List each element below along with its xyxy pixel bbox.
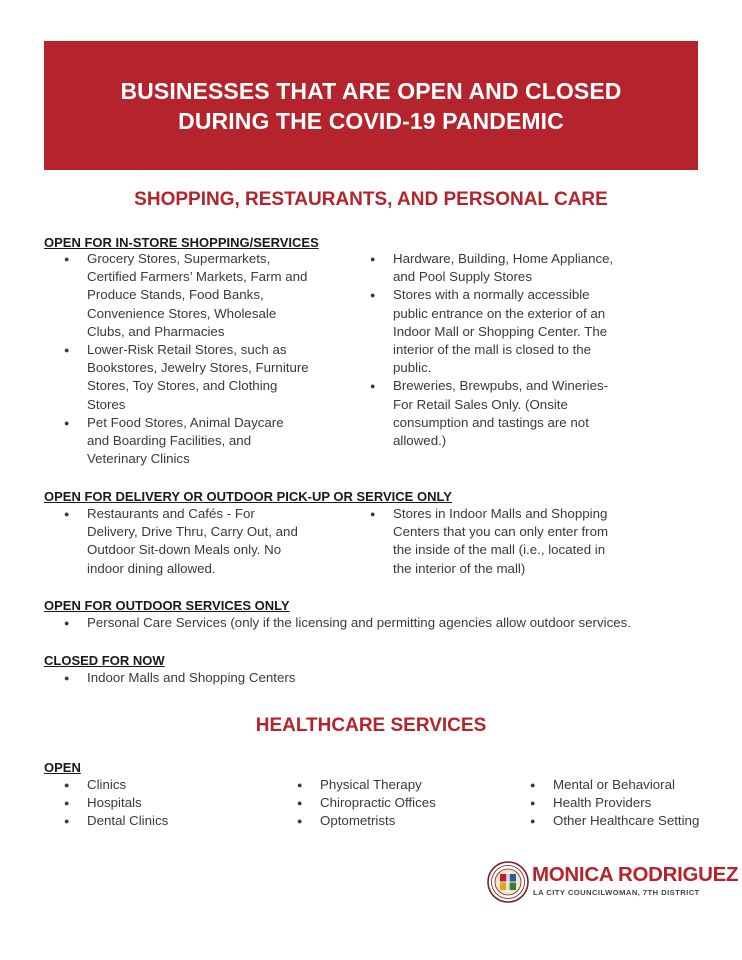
healthcare-section-title: HEALTHCARE SERVICES bbox=[255, 715, 487, 736]
logo-name: MONICA RODRIGUEZ bbox=[532, 863, 739, 886]
list-item: ● Chiropractic Offices bbox=[297, 794, 497, 812]
banner-title-line-1: BUSINESSES THAT ARE OPEN AND CLOSED bbox=[120, 77, 622, 104]
healthcare-list-col-2 bbox=[297, 776, 497, 831]
shopping-section-title: SHOPPING, RESTAURANTS, AND PERSONAL CARE bbox=[134, 189, 608, 210]
delivery-list-left bbox=[64, 505, 309, 578]
list-item: ● Health Providers bbox=[530, 794, 730, 812]
outdoor-services-list bbox=[64, 614, 704, 632]
closed-heading: CLOSED FOR NOW bbox=[44, 653, 165, 668]
list-item: ● Hospitals bbox=[64, 794, 264, 812]
list-item: ● Hardware, Building, Home Appliance, and Pool Supply Stores bbox=[370, 250, 615, 286]
healthcare-list-col-1 bbox=[64, 776, 264, 831]
list-item: ● Restaurants and Cafés - For Delivery, Drive Thru, Carry Out, and Outdoor Sit-down Meals only. No indoor dining allowed. bbox=[64, 505, 309, 578]
list-item: ● Grocery Stores, Supermarkets, Certified Farmers’ Markets, Farm and Produce Stands, Food Banks, Convenience Stores, Wholesale Clubs, and Pharmacies bbox=[64, 250, 309, 341]
list-item: ● Dental Clinics bbox=[64, 812, 264, 830]
city-seal-icon bbox=[487, 861, 529, 903]
healthcare-open-heading: OPEN bbox=[44, 760, 81, 775]
list-item: ● Stores in Indoor Malls and Shopping Centers that you can only enter from the inside of the mall (i.e., located in the interior of the mall) bbox=[370, 505, 615, 578]
closed-list bbox=[64, 669, 704, 687]
list-item: ● Indoor Malls and Shopping Centers bbox=[64, 669, 704, 687]
in-store-heading: OPEN FOR IN-STORE SHOPPING/SERVICES bbox=[44, 235, 319, 250]
in-store-list-right bbox=[370, 250, 615, 450]
delivery-heading: OPEN FOR DELIVERY OR OUTDOOR PICK-UP OR SERVICE ONLY bbox=[44, 489, 452, 504]
delivery-list-right bbox=[370, 505, 615, 578]
list-item: ● Pet Food Stores, Animal Daycare and Boarding Facilities, and Veterinary Clinics bbox=[64, 414, 309, 469]
healthcare-list-col-3 bbox=[530, 776, 730, 831]
list-item: ● Optometrists bbox=[297, 812, 497, 830]
list-item: ● Lower-Risk Retail Stores, such as Bookstores, Jewelry Stores, Furniture Stores, Toy Stores, and Clothing Stores bbox=[64, 341, 309, 414]
in-store-list-left bbox=[64, 250, 309, 468]
councilwoman-logo bbox=[487, 861, 739, 905]
title-banner bbox=[44, 41, 698, 170]
list-item: ● Stores with a normally accessible public entrance on the exterior of an Indoor Mall or Shopping Center. The interior of the mall is closed to the public. bbox=[370, 286, 615, 377]
list-item: ● Breweries, Brewpubs, and Wineries- For Retail Sales Only. (Onsite consumption and tastings are not allowed.) bbox=[370, 377, 615, 450]
list-item: ● Other Healthcare Setting bbox=[530, 812, 730, 830]
list-item: ● Clinics bbox=[64, 776, 264, 794]
logo-subtitle: LA CITY COUNCILWOMAN, 7TH DISTRICT bbox=[533, 888, 700, 897]
list-item: ● Mental or Behavioral bbox=[530, 776, 730, 794]
banner-title-line-2: DURING THE COVID-19 PANDEMIC bbox=[178, 107, 564, 134]
list-item: ● Personal Care Services (only if the licensing and permitting agencies allow outdoor services. bbox=[64, 614, 704, 632]
list-item: ● Physical Therapy bbox=[297, 776, 497, 794]
outdoor-services-heading: OPEN FOR OUTDOOR SERVICES ONLY bbox=[44, 598, 290, 613]
